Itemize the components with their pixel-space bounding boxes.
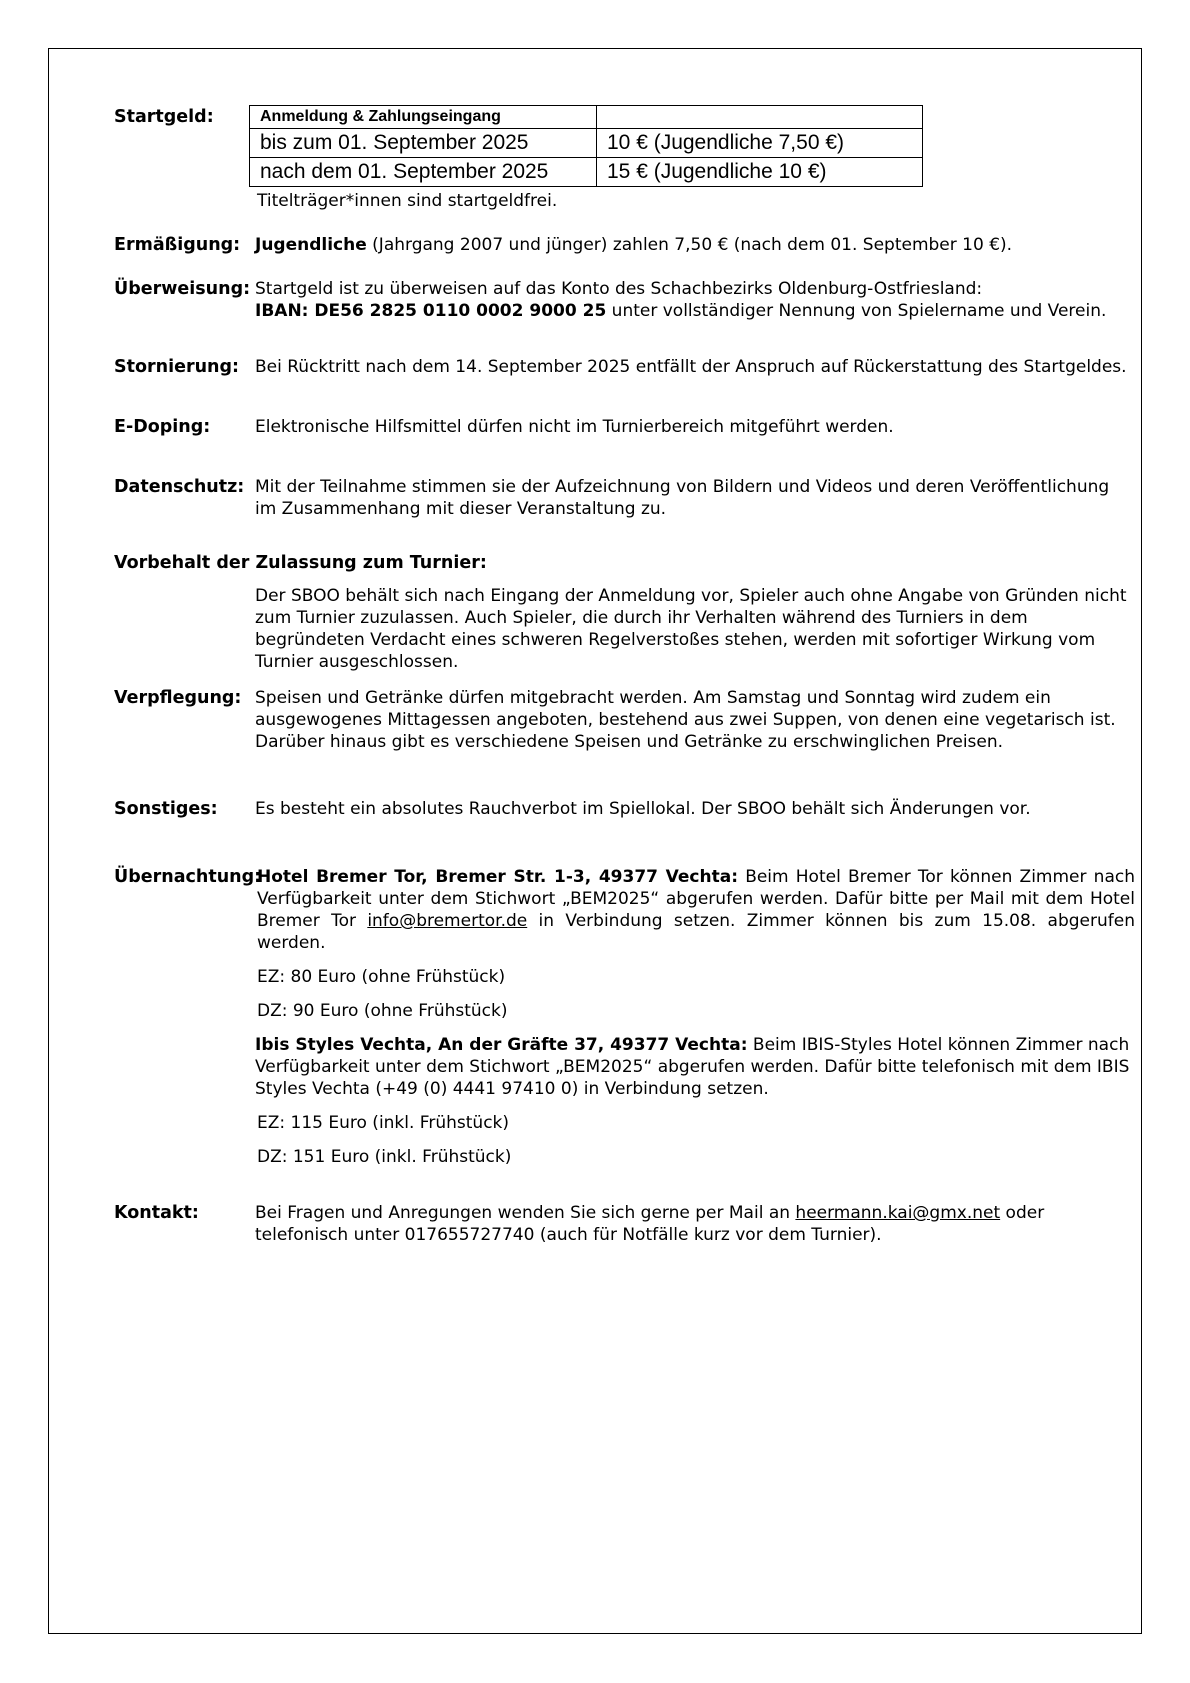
hotel2-text [255,1034,1137,1100]
datenschutz-text: Mit der Teilnahme stimmen sie der Aufzeichnung von Bildern und Videos und deren Veröffentlichung im Zusammenhang mit dieser Veranstaltung zu. [255,477,1110,519]
hotel1-text [257,866,1135,954]
startgeld-label: Startgeld: [114,107,214,127]
fee-table [249,105,923,187]
ermaessigung-body: (Jahrgang 2007 und jünger) zahlen 7,50 € (nach dem 01. September 10 €). [366,235,1013,255]
edoping-text: Elektronische Hilfsmittel dürfen nicht im Turnierbereich mitgeführt werden. [255,417,894,437]
table-row [250,158,923,187]
hotel1-ez: EZ: 80 Euro (ohne Frühstück) [257,967,506,987]
iban: IBAN: DE56 2825 0110 0002 9000 25 [255,301,607,321]
uebernachtung-label: Übernachtung: [114,867,262,887]
vorbehalt-label: Vorbehalt der Zulassung zum Turnier: [114,553,487,573]
sonstiges-text: Es besteht ein absolutes Rauchverbot im Spiellokal. Der SBOO behält sich Änderungen vor. [255,799,1031,819]
fee-header-col2 [597,106,923,129]
hotel2-name: Ibis Styles Vechta, An der Gräfte 37, 49377 Vechta: [255,1035,748,1055]
verpflegung-label: Verpflegung: [114,688,242,708]
kontakt-email-link[interactable]: heermann.kai@gmx.net [795,1203,1001,1223]
fee-deadline: bis zum 01. September 2025 [250,129,597,158]
fee-header-col1: Anmeldung & Zahlungseingang [250,106,597,129]
hotel1-dz: DZ: 90 Euro (ohne Frühstück) [257,1001,508,1021]
ermaessigung-text [255,234,1135,256]
hotel1-name: Hotel Bremer Tor, Bremer Str. 1-3, 49377 Vechta: [257,867,739,887]
stornierung-label: Stornierung: [114,357,240,377]
hotel1-email-link[interactable]: info@bremertor.de [367,911,528,931]
ueberweisung-text [255,278,1135,322]
kontakt-desc-a: Bei Fragen und Anregungen wenden Sie sich gerne per Mail an [255,1203,796,1223]
kontakt-label: Kontakt: [114,1203,199,1223]
hotel1-desc-a: Beim Hotel Bremer Tor können Zimmer nach Verfügbarkeit unter dem Stichwort „BEM2025“ abgerufen werden. Dafür bitte per Mail mit dem Hotel Bremer Tor [257,867,1135,931]
ermaessigung-label: Ermäßigung: [114,235,241,255]
hotel2-desc: Beim IBIS-Styles Hotel können Zimmer nach Verfügbarkeit unter dem Stichwort „BEM2025“ abgerufen werden. Dafür bitte telefonisch mit dem IBIS Styles Vechta (+49 (0) 4441 97410 0) in Verbindung setzen. [255,1035,1130,1099]
ermaessigung-bold: Jugendliche [255,235,367,255]
kontakt-desc-b: oder telefonisch unter 017655727740 (auch für Notfälle kurz vor dem Turnier). [255,1203,1045,1245]
fee-amount: 15 € (Jugendliche 10 €) [597,158,923,187]
sonstiges-label: Sonstiges: [114,799,218,819]
hotel2-dz: DZ: 151 Euro (inkl. Frühstück) [257,1147,512,1167]
hotel2-ez: EZ: 115 Euro (inkl. Frühstück) [257,1113,510,1133]
ueberweisung-line2: unter vollständiger Nennung von Spielername und Verein. [606,301,1107,321]
ueberweisung-label: Überweisung: [114,279,251,299]
fee-deadline: nach dem 01. September 2025 [250,158,597,187]
datenschutz-label: Datenschutz: [114,477,245,497]
verpflegung-text: Speisen und Getränke dürfen mitgebracht werden. Am Samstag und Sonntag wird zudem ein ausgewogenes Mittagessen angeboten, bestehend aus zwei Suppen, von denen eine vegetarisch ist. Darüber hinaus gibt es verschiedene Speisen und Getränke zu erschwinglichen Preisen. [255,688,1116,752]
hotel1-desc-b: in Verbindung setzen. Zimmer können bis zum 15.08. abgerufen werden. [257,911,1135,953]
kontakt-text [255,1202,1115,1246]
fee-amount: 10 € (Jugendliche 7,50 €) [597,129,923,158]
table-row [250,129,923,158]
startgeld-note: Titelträger*innen sind startgeldfrei. [257,191,558,211]
ueberweisung-line1: Startgeld ist zu überweisen auf das Konto des Schachbezirks Oldenburg-Ostfriesland: [255,279,983,299]
stornierung-text: Bei Rücktritt nach dem 14. September 2025 entfällt der Anspruch auf Rückerstattung des Startgeldes. [255,357,1127,377]
edoping-label: E-Doping: [114,417,211,437]
fee-table-header [250,106,923,129]
vorbehalt-text: Der SBOO behält sich nach Eingang der Anmeldung vor, Spieler auch ohne Angabe von Gründen nicht zum Turnier zuzulassen. Auch Spieler, die durch ihr Verhalten während des Turniers in dem begründeten Verdacht eines schweren Regelverstoßes stehen, werden mit sofortiger Wirkung vom Turnier ausgeschlossen. [255,586,1127,672]
